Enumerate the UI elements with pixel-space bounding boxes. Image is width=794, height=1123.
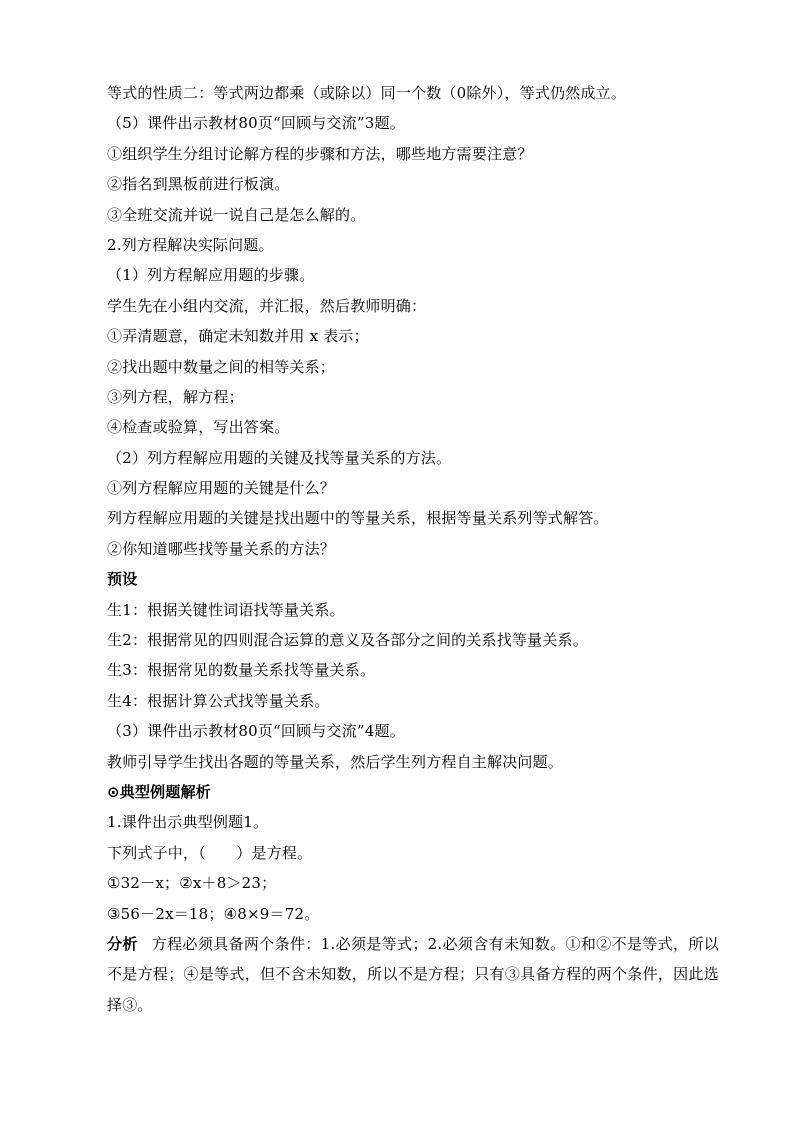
- text-line: （3）课件出示教材80页“回顾与交流”4题。: [107, 722, 405, 741]
- text-line: 下列式子中，（ ）是方程。: [107, 843, 313, 862]
- text-line: ①弄清题意，确定未知数并用 x 表示；: [107, 327, 369, 346]
- text-line: 生2：根据常见的四则混合运算的意义及各部分之间的关系找等量关系。: [107, 631, 588, 650]
- text-line: ④检查或验算，写出答案。: [107, 418, 290, 437]
- text-line: 生1：根据关键性词语找等量关系。: [107, 600, 345, 619]
- text-line: （1）列方程解应用题的步骤。: [107, 266, 315, 285]
- example-section-heading: ⊙典型例题解析: [107, 782, 211, 801]
- document-body: [107, 78, 719, 1020]
- text-line: ②找出题中数量之间的相等关系；: [107, 357, 336, 376]
- text-line: 学生先在小组内交流，并汇报，然后教师明确：: [107, 296, 427, 315]
- text-line: ②指名到黑板前进行板演。: [107, 175, 290, 194]
- text-line: 等式的性质二：等式两边都乘（或除以）同一个数（0除外），等式仍然成立。: [107, 84, 627, 102]
- text-line: ③全班交流并说一说自己是怎么解的。: [107, 205, 366, 224]
- section-heading: 2.列方程解决实际问题。: [107, 235, 274, 254]
- analysis-label: 分析: [107, 934, 138, 953]
- preset-heading: 预设: [107, 570, 138, 589]
- text-line: 教师引导学生找出各题的等量关系，然后学生列方程自主解决问题。: [107, 752, 564, 771]
- text-line: （5）课件出示教材80页“回顾与交流”3题。: [107, 114, 405, 133]
- text-line: 1.课件出示典型例题1。: [107, 813, 269, 832]
- text-line: ③列方程，解方程；: [107, 387, 244, 406]
- text-line: 生3：根据常见的数量关系找等量关系。: [107, 661, 376, 680]
- analysis-paragraph: [107, 929, 719, 1020]
- text-line: ①列方程解应用题的关键是什么？: [107, 479, 336, 498]
- text-line: （2）列方程解应用题的关键及找等量关系的方法。: [107, 448, 452, 467]
- analysis-text: 方程必须具备两个条件：1.必须是等式；2.必须含有未知数。①和②不是等式，所以不是方程；④是等式，但不含未知数，所以不是方程；只有③具备方程的两个条件，因此选择③。: [107, 934, 719, 1014]
- text-line: 列方程解应用题的关键是找出题中的等量关系，根据等量关系列等式解答。: [107, 509, 609, 528]
- text-line: 生4：根据计算公式找等量关系。: [107, 691, 330, 710]
- text-line: ①32－x；②x＋8＞23；: [107, 874, 277, 893]
- text-line: ③56－2x＝18；④8×9＝72。: [107, 904, 320, 923]
- text-line: ①组织学生分组讨论解方程的步骤和方法，哪些地方需要注意？: [107, 144, 533, 163]
- text-line: ②你知道哪些找等量关系的方法？: [107, 539, 336, 558]
